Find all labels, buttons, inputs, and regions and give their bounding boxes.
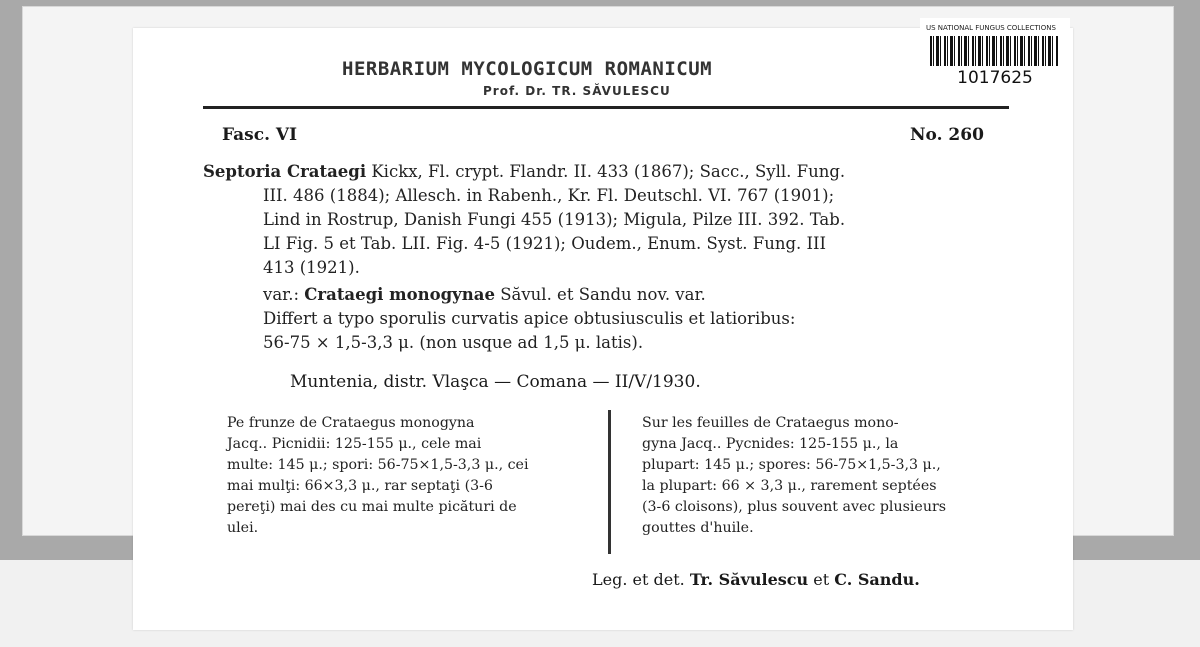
citation-line-1 xyxy=(203,160,845,184)
citation-line-3: Lind in Rostrup, Danish Fungi 455 (1913); Migula, Pilze III. 392. Tab. xyxy=(263,210,846,229)
collector-line xyxy=(592,570,920,589)
column-divider xyxy=(608,410,611,554)
barcode-graphic xyxy=(930,36,1058,66)
french-line: Sur les feuilles de Crataegus mono- xyxy=(642,415,899,431)
citation-line-1-rest: Kickx, Fl. crypt. Flandr. II. 433 (1867); Sacc., Syll. Fung. xyxy=(366,162,846,181)
romanian-line: ulei. xyxy=(227,520,259,536)
fascicle-number: Fasc. VI xyxy=(222,125,298,145)
french-line: gyna Jacq.. Pycnides: 125-155 μ., la xyxy=(642,436,899,452)
citation-line-4: LI Fig. 5 et Tab. LII. Fig. 4-5 (1921); Oudem., Enum. Syst. Fung. III xyxy=(263,234,827,253)
locality: Muntenia, distr. Vlaşca — Comana — II/V/1930. xyxy=(290,372,701,392)
header-rule xyxy=(203,106,1009,109)
exsiccata-number: No. 260 xyxy=(910,125,984,145)
variety-line-3: 56-75 × 1,5-3,3 μ. (non usque ad 1,5 μ. latis). xyxy=(263,333,644,352)
barcode-label xyxy=(920,18,1070,104)
barcode-number: 1017625 xyxy=(957,68,1033,88)
french-description xyxy=(642,413,946,539)
barcode-institution: US NATIONAL FUNGUS COLLECTIONS xyxy=(926,24,1056,32)
herbarium-title: HERBARIUM MYCOLOGICUM ROMANICUM xyxy=(342,58,713,80)
citation-line-2: III. 486 (1884); Allesch. in Rabenh., Kr. Fl. Deutschl. VI. 767 (1901); xyxy=(263,186,835,205)
variety-name: Crataegi monogynae xyxy=(304,285,495,304)
variety-line-1 xyxy=(263,283,706,307)
citation-line-5: 413 (1921). xyxy=(263,258,360,277)
french-line: gouttes d'huile. xyxy=(642,520,754,536)
collector-name-1: Tr. Săvulescu xyxy=(689,570,809,589)
species-name: Septoria Crataegi xyxy=(203,162,367,181)
variety-author: Săvul. et Sandu nov. var. xyxy=(494,285,706,304)
french-line: la plupart: 66 × 3,3 μ., rarement septées xyxy=(642,478,937,494)
collector-name-2: C. Sandu. xyxy=(834,570,920,589)
variety-line-2: Differt a typo sporulis curvatis apice obtusiusculis et latioribus: xyxy=(263,309,796,328)
romanian-line: Jacq.. Picnidii: 125-155 μ., cele mai xyxy=(227,436,482,452)
french-line: (3-6 cloisons), plus souvent avec plusieurs xyxy=(642,499,947,515)
romanian-line: multe: 145 μ.; spori: 56-75×1,5-3,3 μ., cei xyxy=(227,457,529,473)
herbarium-subtitle: Prof. Dr. TR. SĂVULESCU xyxy=(483,84,671,98)
romanian-line: pereţi) mai des cu mai multe picături de xyxy=(227,499,517,515)
collector-mid: et xyxy=(808,570,835,589)
romanian-line: Pe frunze de Crataegus monogyna xyxy=(227,415,475,431)
romanian-line: mai mulţi: 66×3,3 μ., rar septaţi (3-6 xyxy=(227,478,493,494)
romanian-description xyxy=(227,413,528,539)
variety-prefix: var.: xyxy=(263,285,305,304)
collector-prefix: Leg. et det. xyxy=(592,570,690,589)
french-line: plupart: 145 μ.; spores: 56-75×1,5-3,3 μ., xyxy=(642,457,941,473)
